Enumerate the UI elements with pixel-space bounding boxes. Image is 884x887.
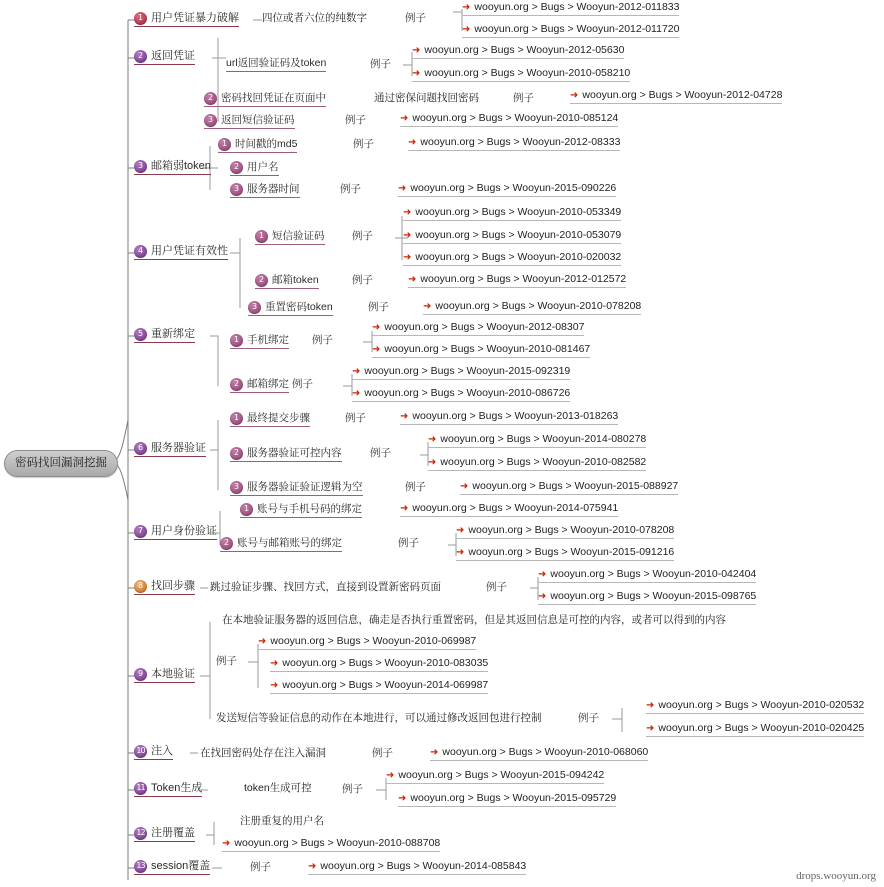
arrow-icon: ➜	[412, 45, 421, 57]
number-badge-icon: 1	[255, 230, 268, 243]
number-badge-icon: 9	[134, 668, 147, 681]
branch-5-child-1[interactable]: 1 手机绑定	[230, 334, 289, 349]
branch-3-child-2[interactable]: 2 用户名	[230, 161, 279, 176]
arrow-icon: ➜	[222, 838, 231, 850]
link-item[interactable]: ➜ wooyun.org > Bugs > Wooyun-2010-020032	[403, 252, 621, 266]
link-item[interactable]: ➜ wooyun.org > Bugs > Wooyun-2012-011833	[462, 2, 679, 16]
link-item[interactable]: ➜ wooyun.org > Bugs > Wooyun-2010-020425	[646, 723, 864, 737]
number-badge-icon: 1	[230, 412, 243, 425]
link-item[interactable]: ➜ wooyun.org > Bugs > Wooyun-2015-088927	[460, 481, 678, 495]
branch-2-label: 返回凭证	[151, 50, 195, 63]
branch-4-child-1-eg: 例子	[352, 230, 373, 242]
arrow-icon: ➜	[456, 547, 465, 559]
number-badge-icon: 2	[230, 378, 243, 391]
link-item[interactable]: ➜ wooyun.org > Bugs > Wooyun-2015-094242	[386, 770, 604, 784]
arrow-icon: ➜	[308, 861, 317, 873]
branch-13-label: session覆盖	[151, 860, 211, 873]
branch-7-child-2[interactable]: 2 账号与邮箱账号的绑定	[220, 537, 342, 552]
branch-10-child-1-eg: 例子	[372, 747, 393, 759]
root-label: 密码找回漏洞挖掘	[15, 457, 107, 469]
link-item[interactable]: ➜ wooyun.org > Bugs > Wooyun-2012-08333	[408, 137, 620, 151]
arrow-icon: ➜	[423, 301, 432, 313]
branch-12-label: 注册覆盖	[151, 827, 195, 840]
branch-1-child-1: 四位或者六位的纯数字	[262, 12, 367, 24]
link-item[interactable]: ➜ wooyun.org > Bugs > Wooyun-2010-020532	[646, 700, 864, 714]
link-item[interactable]: ➜ wooyun.org > Bugs > Wooyun-2015-098765	[538, 591, 756, 605]
number-badge-icon: 1	[230, 334, 243, 347]
number-badge-icon: 1	[134, 12, 147, 25]
number-badge-icon: 12	[134, 827, 147, 840]
link-item[interactable]: ➜ wooyun.org > Bugs > Wooyun-2010-085124	[400, 113, 618, 127]
link-item[interactable]: ➜ wooyun.org > Bugs > Wooyun-2012-012572	[408, 274, 626, 288]
arrow-icon: ➜	[570, 90, 579, 102]
branch-6-child-1[interactable]: 1 最终提交步骤	[230, 412, 310, 427]
arrow-icon: ➜	[408, 137, 417, 149]
number-badge-icon: 2	[230, 161, 243, 174]
branch-2-child-1[interactable]: url返回验证码及token	[226, 58, 326, 72]
branch-11[interactable]	[134, 782, 202, 797]
branch-11-child-1: token生成可控	[244, 782, 312, 794]
branch-3-label: 邮箱弱token	[151, 160, 211, 173]
arrow-icon: ➜	[403, 230, 412, 242]
branch-11-label: Token生成	[151, 782, 203, 795]
branch-1-child-1-eg: 例子	[405, 12, 426, 24]
number-badge-icon: 3	[248, 301, 261, 314]
arrow-icon: ➜	[400, 411, 409, 423]
arrow-icon: ➜	[258, 636, 267, 648]
watermark: drops.wooyun.org	[796, 870, 876, 882]
number-badge-icon: 1	[218, 138, 231, 151]
link-item[interactable]: ➜ wooyun.org > Bugs > Wooyun-2010-053079	[403, 230, 621, 244]
branch-4-child-2[interactable]: 2 邮箱token	[255, 274, 319, 289]
number-badge-icon: 8	[134, 580, 147, 593]
arrow-icon: ➜	[456, 525, 465, 537]
number-badge-icon: 2	[220, 537, 233, 550]
link-item[interactable]: ➜ wooyun.org > Bugs > Wooyun-2010-068060	[430, 747, 648, 761]
branch-4-child-3[interactable]: 3 重置密码token	[248, 301, 333, 316]
link-item[interactable]: ➜ wooyun.org > Bugs > Wooyun-2014-069987	[270, 680, 488, 694]
branch-9[interactable]	[134, 668, 195, 683]
branch-5-child-1-eg: 例子	[312, 334, 333, 346]
arrow-icon: ➜	[352, 366, 361, 378]
branch-6[interactable]	[134, 442, 206, 457]
branch-8[interactable]	[134, 580, 195, 595]
arrow-icon: ➜	[430, 747, 439, 759]
number-badge-icon: 2	[134, 50, 147, 63]
arrow-icon: ➜	[646, 723, 655, 735]
branch-7-label: 用户身份验证	[151, 525, 217, 538]
branch-6-child-1-eg: 例子	[345, 412, 366, 424]
arrow-icon: ➜	[646, 700, 655, 712]
arrow-icon: ➜	[398, 793, 407, 805]
branch-5-label: 重新绑定	[151, 328, 195, 341]
branch-12-child-1: 注册重复的用户名	[240, 815, 324, 827]
link-item[interactable]: ➜ wooyun.org > Bugs > Wooyun-2012-011720	[462, 24, 679, 38]
branch-13-child-1-eg: 例子	[250, 861, 271, 873]
number-badge-icon: 2	[230, 447, 243, 460]
link-item[interactable]: ➜ wooyun.org > Bugs > Wooyun-2015-091216	[456, 547, 674, 561]
branch-5-child-2[interactable]: 2 邮箱绑定	[230, 378, 289, 393]
link-item[interactable]: ➜ wooyun.org > Bugs > Wooyun-2013-018263	[400, 411, 618, 425]
link-item[interactable]: ➜ wooyun.org > Bugs > Wooyun-2010-083035	[270, 658, 488, 672]
branch-8-label: 找回步骤	[151, 580, 195, 593]
branch-2-child-2-note: 通过密保问题找回密码	[374, 92, 479, 104]
arrow-icon: ➜	[412, 68, 421, 80]
branch-10-child-1: 在找回密码处存在注入漏洞	[200, 747, 326, 759]
arrow-icon: ➜	[270, 658, 279, 670]
arrow-icon: ➜	[372, 322, 381, 334]
branch-3[interactable]	[134, 160, 211, 175]
link-item[interactable]: ➜ wooyun.org > Bugs > Wooyun-2015-090226	[398, 183, 616, 197]
branch-2-child-1-eg: 例子	[370, 58, 391, 70]
number-badge-icon: 5	[134, 328, 147, 341]
branch-5-child-2-eg: 例子	[292, 378, 313, 390]
number-badge-icon: 7	[134, 525, 147, 538]
link-item[interactable]: ➜ wooyun.org > Bugs > Wooyun-2010-053349	[403, 207, 621, 221]
link-item[interactable]: ➜ wooyun.org > Bugs > Wooyun-2010-069987	[258, 636, 476, 650]
branch-4-label: 用户凭证有效性	[151, 245, 228, 258]
branch-1[interactable]	[134, 12, 239, 27]
number-badge-icon: 1	[240, 503, 253, 516]
number-badge-icon: 3	[204, 114, 217, 127]
link-item[interactable]: ➜ wooyun.org > Bugs > Wooyun-2010-078208	[456, 525, 674, 539]
branch-6-child-2-eg: 例子	[370, 447, 391, 459]
branch-9-child-1: 在本地验证服务器的返回信息，确走是否执行重置密码，但是其返回信息是可控的内容，或者可以得到的内容	[222, 614, 726, 626]
link-item[interactable]: ➜ wooyun.org > Bugs > Wooyun-2015-095729	[398, 793, 616, 807]
link-item[interactable]: ➜ wooyun.org > Bugs > Wooyun-2012-05630	[412, 45, 624, 59]
arrow-icon: ➜	[400, 503, 409, 515]
arrow-icon: ➜	[460, 481, 469, 493]
branch-4-child-2-eg: 例子	[352, 274, 373, 286]
branch-13[interactable]	[134, 860, 210, 875]
number-badge-icon: 3	[134, 160, 147, 173]
branch-5[interactable]	[134, 328, 195, 343]
link-item[interactable]: ➜ wooyun.org > Bugs > Wooyun-2010-081467	[372, 344, 590, 358]
branch-3-child-3[interactable]: 3 服务器时间	[230, 183, 300, 198]
branch-2-child-2-eg: 例子	[513, 92, 534, 104]
arrow-icon: ➜	[428, 457, 437, 469]
number-badge-icon: 4	[134, 245, 147, 258]
number-badge-icon: 3	[230, 183, 243, 196]
branch-2-child-3-eg: 例子	[345, 114, 366, 126]
arrow-icon: ➜	[428, 434, 437, 446]
link-item[interactable]: ➜ wooyun.org > Bugs > Wooyun-2010-086726	[352, 388, 570, 402]
branch-3-child-3-eg: 例子	[340, 183, 361, 195]
branch-2-child-2[interactable]: 2 密码找回凭证在页面中	[204, 92, 326, 107]
arrow-icon: ➜	[398, 183, 407, 195]
branch-6-child-3[interactable]: 3 服务器验证验证逻辑为空	[230, 481, 363, 496]
arrow-icon: ➜	[270, 680, 279, 692]
branch-11-child-1-eg: 例子	[342, 783, 363, 795]
branch-7-child-2-eg: 例子	[398, 537, 419, 549]
branch-4[interactable]	[134, 245, 228, 260]
arrow-icon: ➜	[352, 388, 361, 400]
arrow-icon: ➜	[386, 770, 395, 782]
branch-10[interactable]	[134, 745, 173, 760]
arrow-icon: ➜	[462, 24, 471, 36]
arrow-icon: ➜	[372, 344, 381, 356]
link-item[interactable]: ➜ wooyun.org > Bugs > Wooyun-2010-088708	[222, 838, 440, 852]
branch-8-child-1-eg: 例子	[486, 581, 507, 593]
branch-7-child-1[interactable]: 1 账号与手机号码的绑定	[240, 503, 362, 518]
number-badge-icon: 6	[134, 442, 147, 455]
link-item[interactable]: ➜ wooyun.org > Bugs > Wooyun-2010-078208	[423, 301, 641, 315]
number-badge-icon: 3	[230, 481, 243, 494]
link-item[interactable]: ➜ wooyun.org > Bugs > Wooyun-2014-080278	[428, 434, 646, 448]
number-badge-icon: 11	[134, 782, 147, 795]
arrow-icon: ➜	[403, 207, 412, 219]
branch-6-child-2[interactable]: 2 服务器验证可控内容	[230, 447, 342, 462]
branch-7[interactable]	[134, 525, 217, 540]
link-item[interactable]: ➜ wooyun.org > Bugs > Wooyun-2012-08307	[372, 322, 584, 336]
arrow-icon: ➜	[462, 2, 471, 14]
branch-9-child-1-eg: 例子	[216, 655, 237, 667]
link-item[interactable]: ➜ wooyun.org > Bugs > Wooyun-2015-092319	[352, 366, 570, 380]
branch-2[interactable]	[134, 50, 195, 65]
branch-12[interactable]	[134, 827, 195, 842]
branch-9-child-2: 发送短信等验证信息的动作在本地进行，可以通过修改返回包进行控制	[216, 712, 542, 724]
branch-9-child-2-eg: 例子	[578, 712, 599, 724]
link-item[interactable]: ➜ wooyun.org > Bugs > Wooyun-2010-058210	[412, 68, 630, 82]
number-badge-icon: 13	[134, 860, 147, 873]
branch-10-label: 注入	[151, 745, 173, 758]
link-item[interactable]: ➜ wooyun.org > Bugs > Wooyun-2014-085843	[308, 861, 526, 875]
arrow-icon: ➜	[408, 274, 417, 286]
branch-2-child-3[interactable]: 3 返回短信验证码	[204, 114, 295, 129]
arrow-icon: ➜	[400, 113, 409, 125]
arrow-icon: ➜	[403, 252, 412, 264]
branch-4-child-3-eg: 例子	[368, 301, 389, 313]
branch-4-child-1[interactable]: 1 短信验证码	[255, 230, 325, 245]
link-item[interactable]: ➜ wooyun.org > Bugs > Wooyun-2014-075941	[400, 503, 618, 517]
link-item[interactable]: ➜ wooyun.org > Bugs > Wooyun-2010-042404	[538, 569, 756, 583]
arrow-icon: ➜	[538, 569, 547, 581]
arrow-icon: ➜	[538, 591, 547, 603]
link-item[interactable]: ➜ wooyun.org > Bugs > Wooyun-2010-082582	[428, 457, 646, 471]
branch-8-child-1: 跳过验证步骤、找回方式，直接到设置新密码页面	[210, 581, 441, 593]
branch-3-child-1[interactable]: 1 时间戳的md5	[218, 138, 297, 153]
branch-3-child-1-eg: 例子	[353, 138, 374, 150]
branch-6-label: 服务器验证	[151, 442, 206, 455]
branch-1-label: 用户凭证暴力破解	[151, 12, 239, 25]
number-badge-icon: 10	[134, 745, 147, 758]
branch-6-child-3-eg: 例子	[405, 481, 426, 493]
number-badge-icon: 2	[255, 274, 268, 287]
number-badge-icon: 2	[204, 92, 217, 105]
root-node[interactable]	[4, 450, 118, 477]
branch-9-label: 本地验证	[151, 668, 195, 681]
link-item[interactable]: ➜ wooyun.org > Bugs > Wooyun-2012-04728	[570, 90, 782, 104]
